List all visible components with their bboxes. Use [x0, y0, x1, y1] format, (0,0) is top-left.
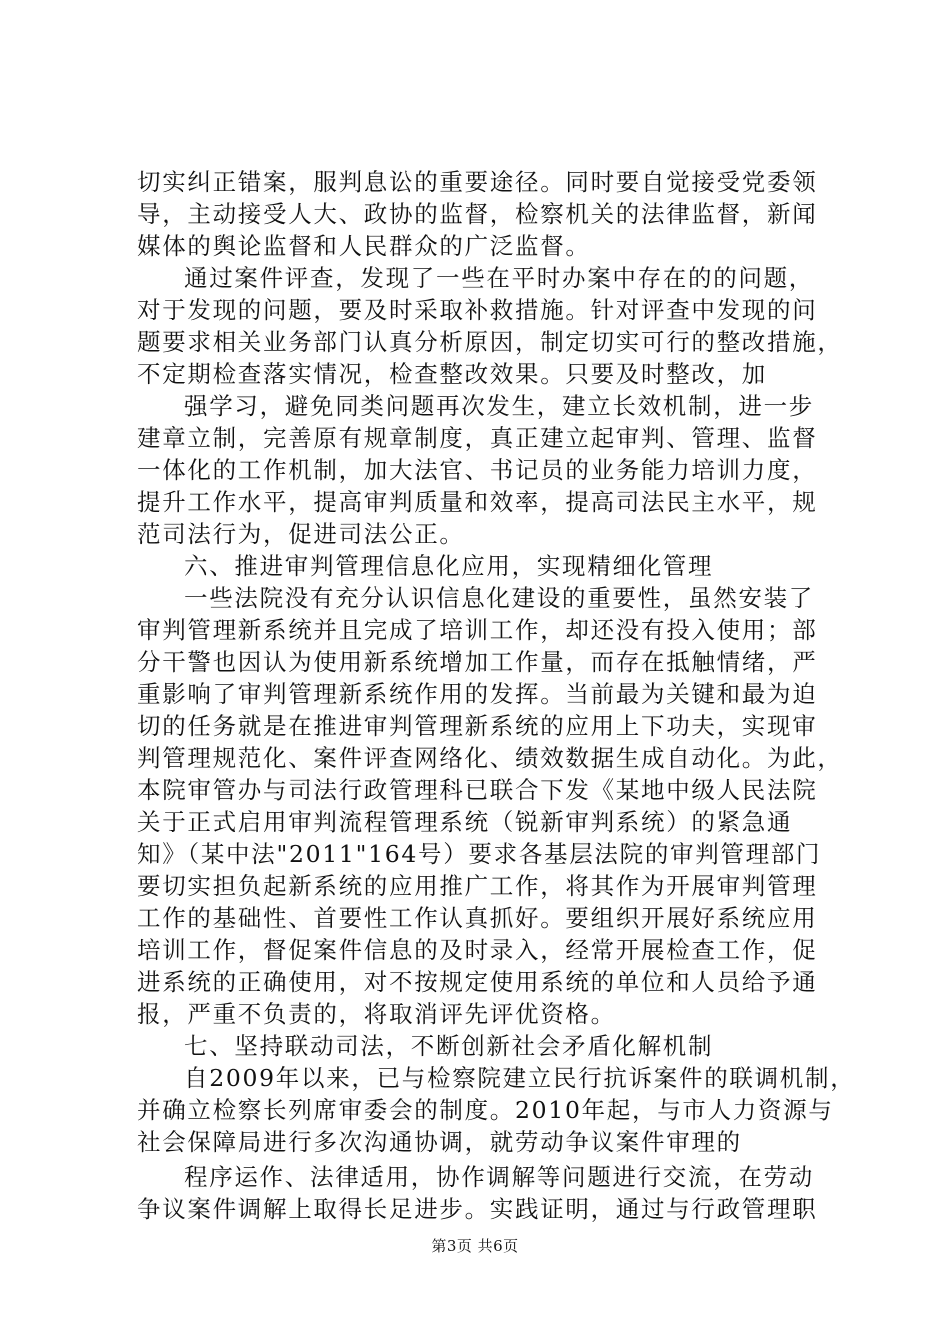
body-text — [137, 166, 856, 1225]
text-line: 本院审管办与司法行政管理科已联合下发《某地中级人民法院 — [137, 776, 818, 804]
text-line: 重影响了审判管理新系统作用的发挥。当前最为关键和最为迫 — [137, 680, 818, 708]
text-line: 建章立制，完善原有规章制度，真正建立起审判、管理、监督 — [137, 424, 818, 452]
text-line: 报，严重不负责的，将取消评先评优资格。 — [137, 1000, 616, 1028]
text-line: 进系统的正确使用，对不按规定使用系统的单位和人员给予通 — [137, 968, 818, 996]
page-footer: 第3页 共6页 — [431, 1237, 519, 1255]
text-line: 社会保障局进行多次沟通协调，就劳动争议案件审理的 — [137, 1128, 742, 1156]
text-line: 关于正式启用审判流程管理系统（锐新审判系统）的紧急通 — [137, 808, 793, 836]
text-line: 七、坚持联动司法，不断创新社会矛盾化解机制 — [184, 1032, 714, 1060]
text-line: 提升工作水平，提高审判质量和效率，提高司法民主水平，规 — [137, 488, 818, 516]
text-line: 题要求相关业务部门认真分析原因，制定切实可行的整改措施， — [137, 328, 843, 356]
text-line: 强学习，避免同类问题再次发生，建立长效机制，进一步 — [184, 392, 814, 420]
text-line: 导，主动接受人大、政协的监督，检察机关的法律监督，新闻 — [137, 200, 818, 228]
text-line: 培训工作，督促案件信息的及时录入，经常开展检查工作，促 — [137, 936, 818, 964]
text-line: 对于发现的问题，要及时采取补救措施。针对评查中发现的问 — [137, 296, 818, 324]
text-line: 争议案件调解上取得长足进步。实践证明，通过与行政管理职 — [137, 1195, 818, 1223]
text-line: 自2009年以来，已与检察院建立民行抗诉案件的联调机制， — [184, 1064, 856, 1092]
text-line: 媒体的舆论监督和人民群众的广泛监督。 — [137, 232, 591, 260]
text-line: 要切实担负起新系统的应用推广工作，将其作为开展审判管理 — [137, 872, 818, 900]
text-line: 切的任务就是在推进审判管理新系统的应用上下功夫，实现审 — [137, 712, 818, 740]
text-line: 六、推进审判管理信息化应用，实现精细化管理 — [184, 552, 714, 580]
text-line: 一体化的工作机制，加大法官、书记员的业务能力培训力度， — [137, 456, 818, 484]
text-line: 切实纠正错案，服判息讼的重要途径。同时要自觉接受党委领 — [137, 168, 818, 196]
text-line: 一些法院没有充分认识信息化建设的重要性，虽然安装了 — [184, 584, 814, 612]
text-line: 并确立检察长列席审委会的制度。2010年起，与市人力资源与 — [137, 1096, 834, 1124]
text-line: 审判管理新系统并且完成了培训工作，却还没有投入使用；部 — [137, 616, 818, 644]
text-line: 工作的基础性、首要性工作认真抓好。要组织开展好系统应用 — [137, 904, 818, 932]
text-line: 判管理规范化、案件评查网络化、绩效数据生成自动化。为此， — [137, 744, 843, 772]
text-line: 不定期检查落实情况，检查整改效果。只要及时整改，加 — [137, 360, 767, 388]
text-line: 程序运作、法律适用，协作调解等问题进行交流，在劳动 — [184, 1163, 814, 1191]
text-line: 范司法行为，促进司法公正。 — [137, 520, 465, 548]
text-line: 知》（某中法"2011"164号）要求各基层法院的审判管理部门 — [137, 840, 822, 868]
text-line: 通过案件评查，发现了一些在平时办案中存在的的问题， — [184, 264, 814, 292]
text-line: 分干警也因认为使用新系统增加工作量，而存在抵触情绪，严 — [137, 648, 818, 676]
